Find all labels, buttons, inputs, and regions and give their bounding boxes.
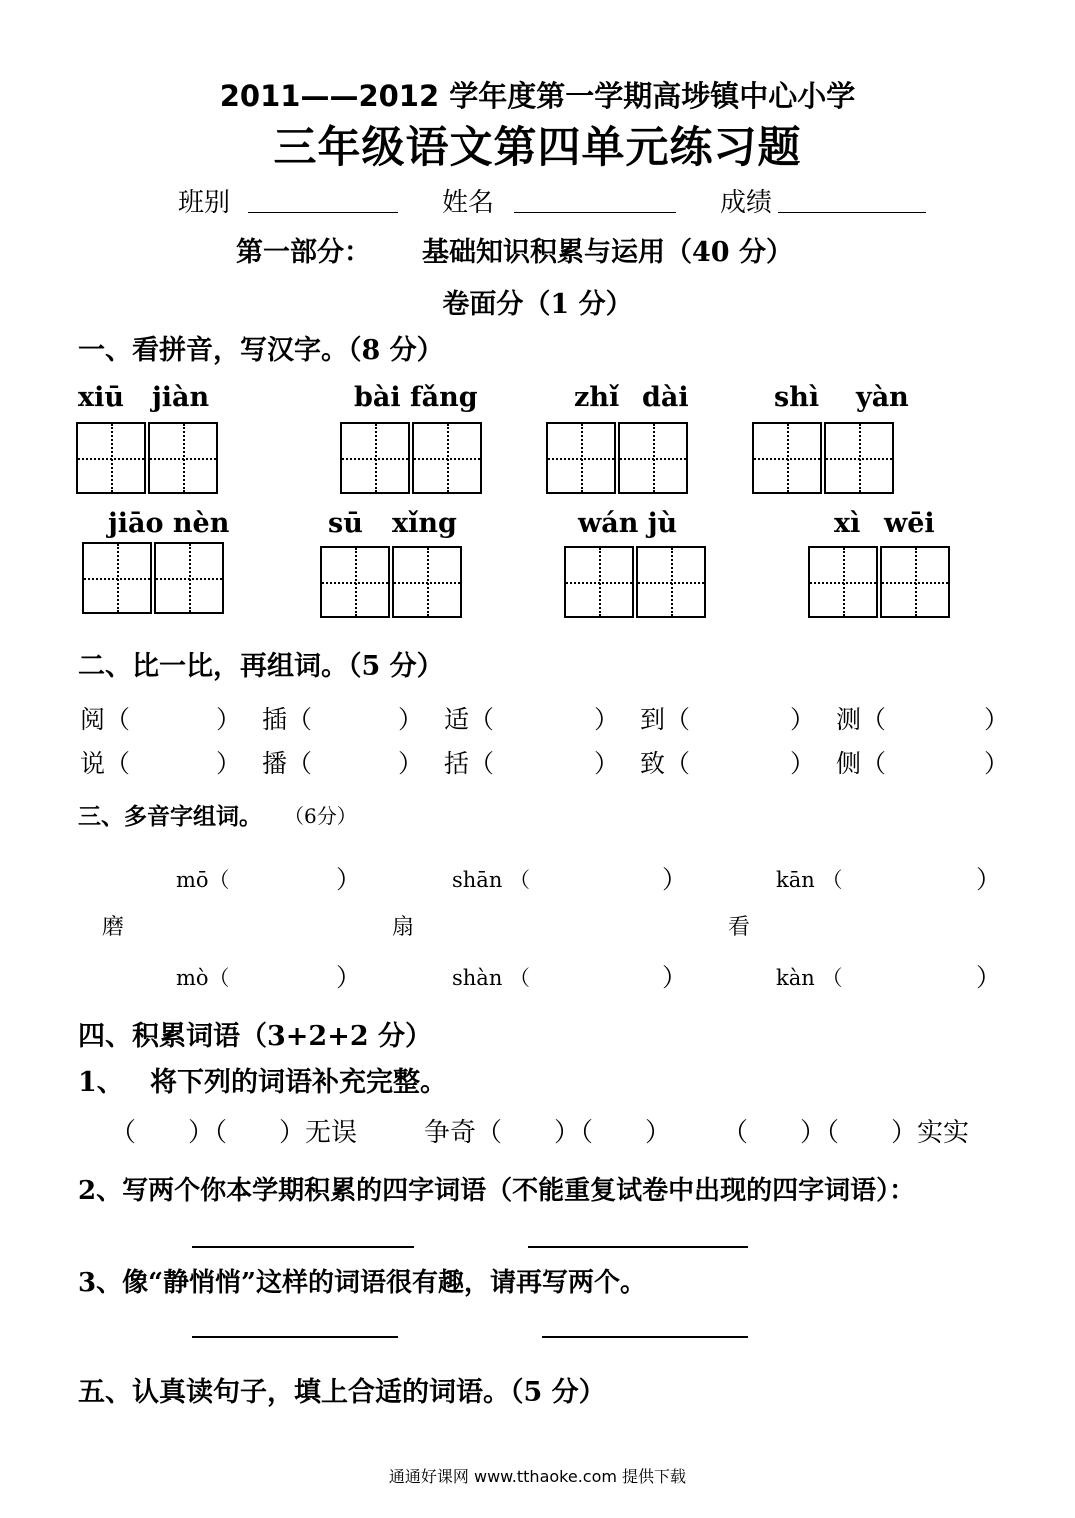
pinyin: bài fǎng <box>354 382 478 413</box>
paren-close: ） <box>336 963 362 992</box>
section3-score: （6分） <box>284 804 357 828</box>
answer-line[interactable] <box>192 1246 414 1248</box>
paren-close: ） <box>216 749 242 778</box>
section3-title: 三、多音字组词。 <box>78 803 262 830</box>
score-field[interactable] <box>778 212 926 213</box>
section4-title: 四、积累词语（3+2+2 分） <box>78 1021 433 1052</box>
name-field[interactable] <box>514 212 676 213</box>
writing-grid[interactable] <box>340 422 484 494</box>
writing-grid[interactable] <box>546 422 690 494</box>
section5-title: 五、认真读句子，填上合适的词语。（5 分） <box>78 1377 606 1408</box>
paren-close: ） <box>976 865 1002 894</box>
compare-item: 适（ <box>444 705 495 734</box>
paren-close: ） <box>594 705 620 734</box>
name-label: 姓名 <box>442 188 495 218</box>
pinyin: xiū <box>78 382 124 413</box>
writing-grid[interactable] <box>320 546 464 618</box>
pinyin: dài <box>642 382 689 413</box>
pinyin: jiàn <box>152 382 210 413</box>
compare-item: 致（ <box>640 749 691 778</box>
writing-grid[interactable] <box>752 422 896 494</box>
q2-text: 2、写两个你本学期积累的四字词语（不能重复试卷中出现的四字词语）： <box>78 1176 916 1206</box>
section1-title: 一、看拼音，写汉字。（8 分） <box>78 335 444 366</box>
q3-text: 3、像“静悄悄”这样的词语很有趣，请再写两个。 <box>78 1268 647 1298</box>
idiom-fill: （ ）（ ）实实 <box>722 1118 970 1148</box>
compare-item: 阅（ <box>80 705 131 734</box>
paren-close: ） <box>984 749 1010 778</box>
compare-item: 说（ <box>80 749 131 778</box>
paren-close: ） <box>662 963 688 992</box>
pinyin: wán jù <box>578 508 678 539</box>
paren-close: ） <box>984 705 1010 734</box>
polyphone-pinyin: shān （ <box>452 868 531 892</box>
compare-item: 测（ <box>836 705 887 734</box>
section2-title: 二、比一比，再组词。（5 分） <box>78 651 444 682</box>
footer-text: 通通好课网 www.tthaoke.com 提供下载 <box>388 1467 687 1486</box>
pinyin: xǐng <box>392 508 457 539</box>
writing-grid[interactable] <box>76 422 220 494</box>
polyphone-pinyin: shàn （ <box>452 966 531 990</box>
polyphone-char: 扇 <box>392 915 415 940</box>
part1-label: 第一部分： <box>236 237 371 268</box>
answer-line[interactable] <box>528 1246 748 1248</box>
polyphone-pinyin: mō（ <box>176 868 230 892</box>
paren-close: ） <box>790 705 816 734</box>
paren-close: ） <box>790 749 816 778</box>
paren-close: ） <box>594 749 620 778</box>
compare-item: 播（ <box>262 749 313 778</box>
score-label: 成绩 <box>720 188 773 218</box>
pinyin: zhǐ <box>574 382 620 413</box>
paren-close: ） <box>336 865 362 894</box>
paren-close: ） <box>398 749 424 778</box>
paren-close: ） <box>976 963 1002 992</box>
polyphone-pinyin: kàn （ <box>776 966 843 990</box>
writing-grid[interactable] <box>82 542 226 614</box>
compare-item: 括（ <box>444 749 495 778</box>
neat-score: 卷面分（1 分） <box>442 289 633 320</box>
polyphone-char: 磨 <box>102 915 125 940</box>
pinyin: sū <box>328 508 363 539</box>
paren-close: ） <box>662 865 688 894</box>
idiom-fill: （ ）（ ）无误 <box>110 1118 358 1148</box>
writing-grid[interactable] <box>808 546 952 618</box>
polyphone-pinyin: mò（ <box>176 966 230 990</box>
paren-close: ） <box>216 705 242 734</box>
exam-title-line1: 2011——2012 学年度第一学期高埗镇中心小学 <box>219 79 856 113</box>
pinyin: yàn <box>856 382 909 413</box>
class-label: 班别 <box>178 188 231 218</box>
paren-close: ） <box>398 705 424 734</box>
exam-title-line2: 三年级语文第四单元练习题 <box>273 123 802 173</box>
q1-text: 将下列的词语补充完整。 <box>150 1067 447 1098</box>
compare-item: 侧（ <box>836 749 887 778</box>
q1-number: 1、 <box>78 1067 124 1098</box>
answer-line[interactable] <box>192 1336 398 1338</box>
polyphone-char: 看 <box>728 915 751 940</box>
compare-item: 到（ <box>640 705 691 734</box>
pinyin: jiāo nèn <box>108 508 230 539</box>
part1-title: 基础知识积累与运用（40 分） <box>422 237 793 268</box>
polyphone-pinyin: kān （ <box>776 868 843 892</box>
pinyin: wēi <box>884 508 935 539</box>
idiom-fill: 争奇（ ）（ ） <box>424 1118 672 1148</box>
writing-grid[interactable] <box>564 546 708 618</box>
class-field[interactable] <box>248 212 398 213</box>
answer-line[interactable] <box>542 1336 748 1338</box>
pinyin: shì <box>774 382 820 413</box>
pinyin: xì <box>834 508 861 539</box>
compare-item: 插（ <box>262 705 313 734</box>
